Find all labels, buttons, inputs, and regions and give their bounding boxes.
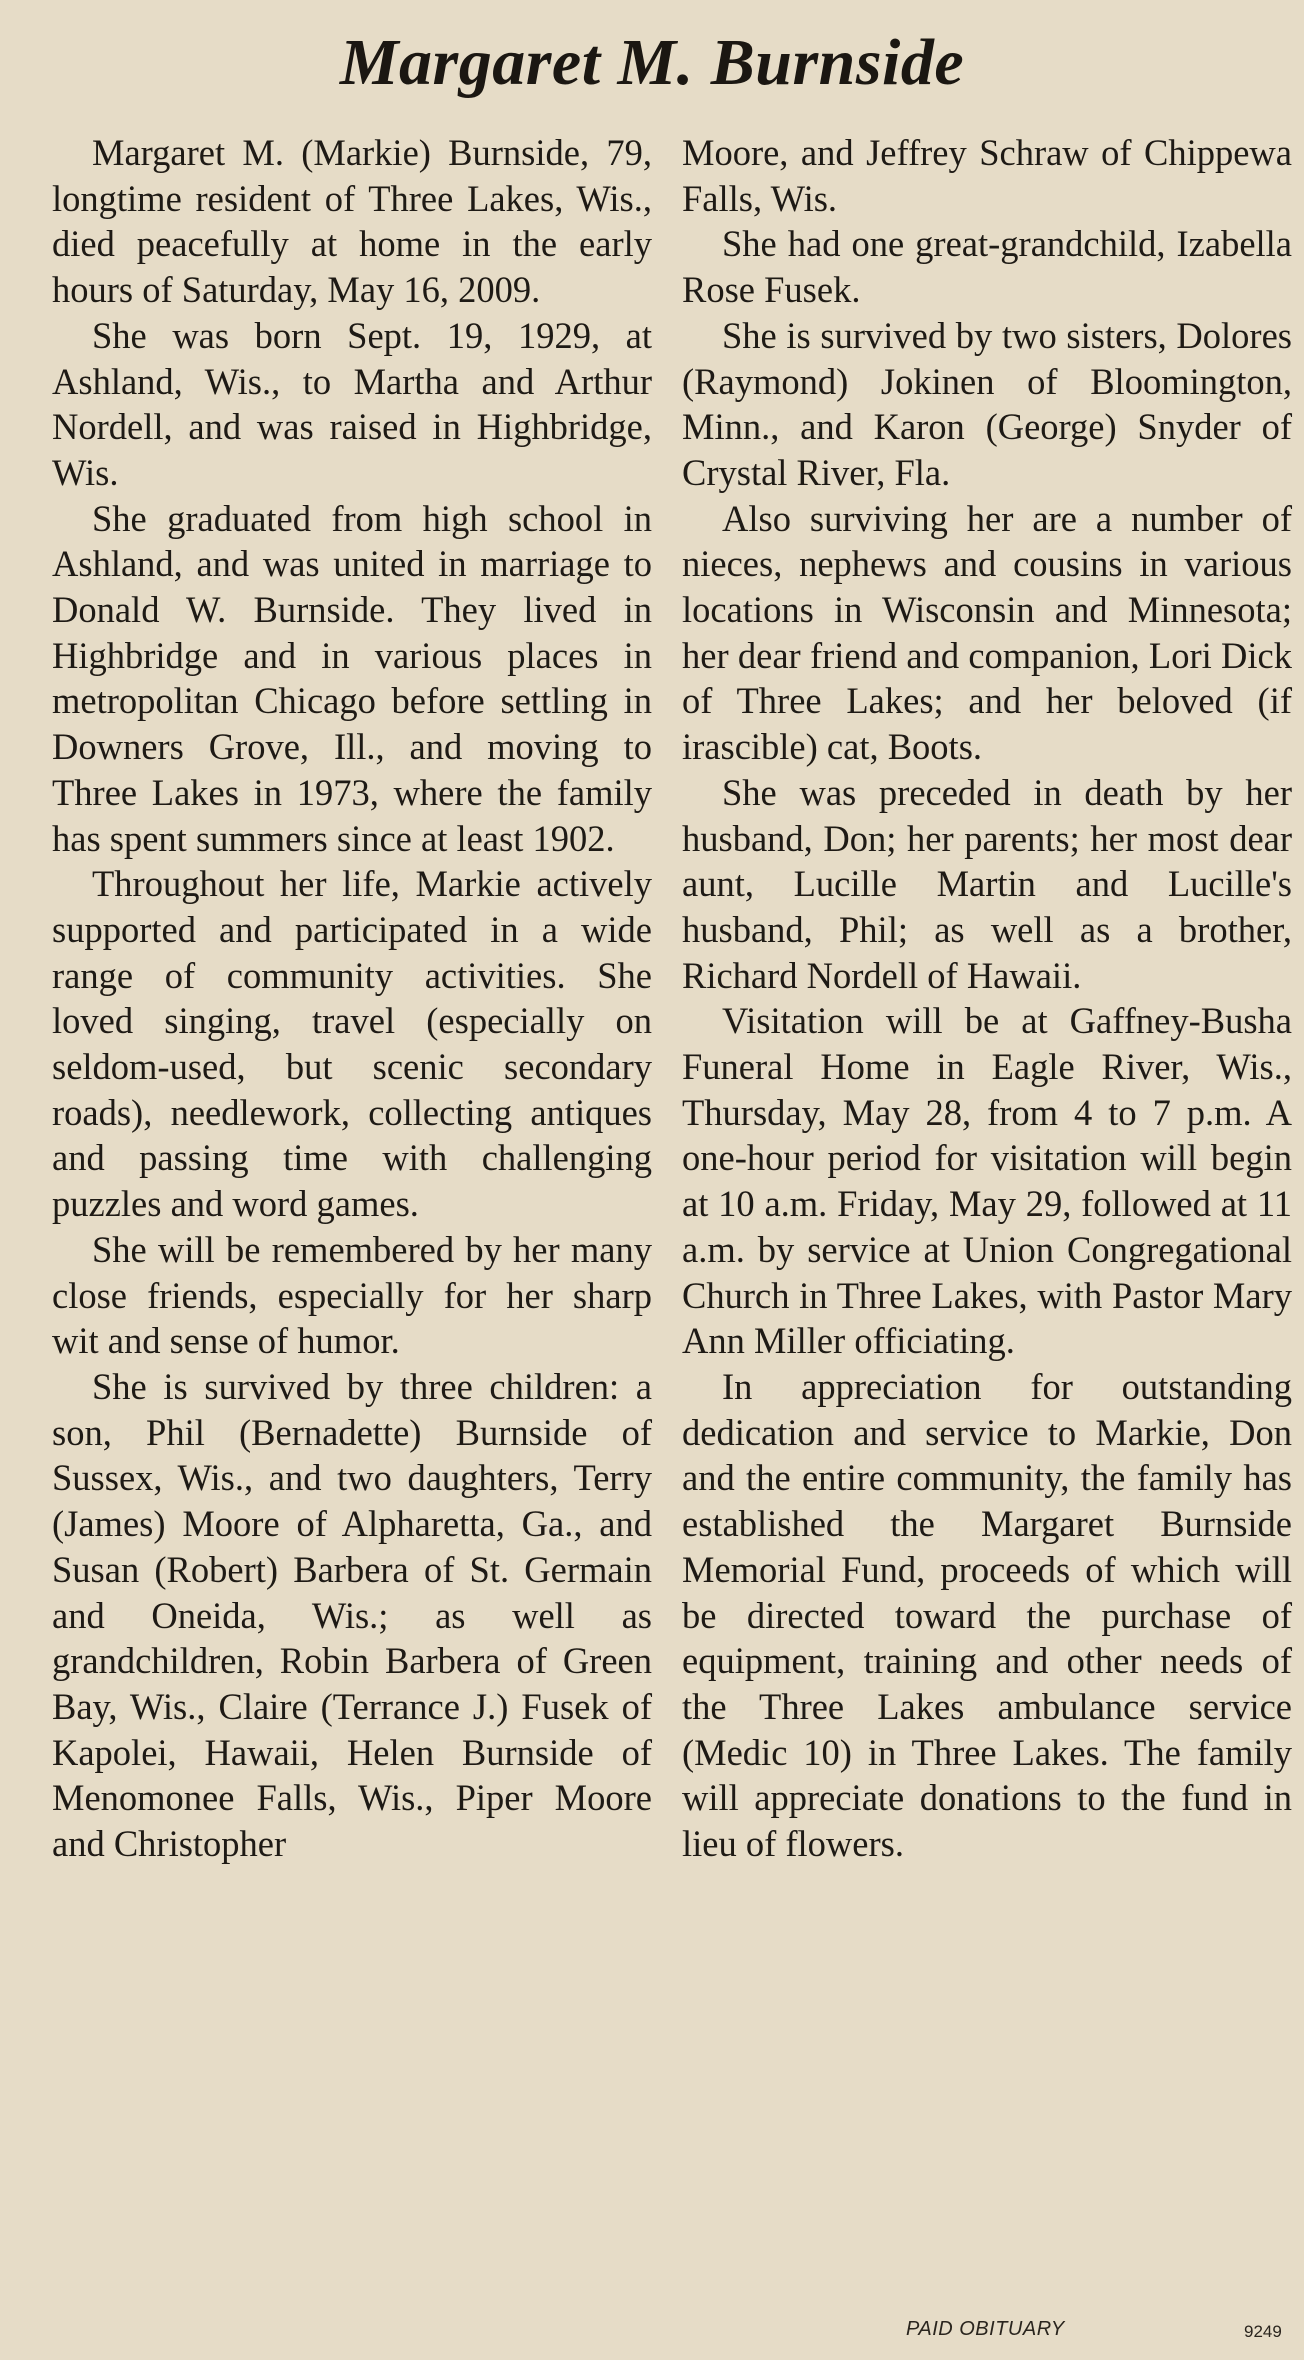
paragraph-relatives: Also surviving her are a number of nieces, nephews and cousins in various locations in Wisconsin and Minnesota; her dear friend and companion, Lori Dick of Three Lakes; and her beloved (if irascible) cat, Boots. xyxy=(682,497,1292,768)
obituary-title: Margaret M. Burnside xyxy=(339,26,965,99)
paragraph-preceded: She was preceded in death by her husband, Don; her parents; her most dear aunt, Lucille Martin and Lucille's husband, Phil; as well as a brother, Richard Nordell of Hawaii. xyxy=(682,771,1292,996)
paragraph-remembered: She will be remembered by her many close friends, especially for her sharp wit and sense of humor. xyxy=(52,1228,652,1362)
paragraph-activities: Throughout her life, Markie actively supported and participated in a wide range of community activities. She loved singing, travel (especially on seldom-used, but scenic secondary roads), needlework, collecting antiques and passing time with challenging puzzles and word games. xyxy=(52,863,652,1225)
paid-obituary-label: PAID OBITUARY xyxy=(906,2318,1065,2340)
left-column xyxy=(52,130,652,1867)
paragraph-visitation: Visitation will be at Gaffney-Busha Funeral Home in Eagle River, Wis., Thursday, May 28, from 4 to 7 p.m. A one-hour period for visitation will begin at 10 a.m. Friday, May 29, followed at 11 a.m. by service at Union Congregational Church in Three Lakes, with Pastor Mary Ann Miller officiating. xyxy=(682,1000,1292,1362)
paragraph-birth: She was born Sept. 19, 1929, at Ashland, Wis., to Martha and Arthur Nordell, and was raised in Highbridge, Wis. xyxy=(52,314,652,493)
paragraph-sisters: She is survived by two sisters, Dolores (Raymond) Jokinen of Bloomington, Minn., and Karon (George) Snyder of Crystal River, Fla. xyxy=(682,314,1292,493)
right-column xyxy=(682,130,1292,1867)
paragraph-death-notice: Margaret M. (Markie) Burnside, 79, longtime resident of Three Lakes, Wis., died peacefully at home in the early hours of Saturday, May 16, 2009. xyxy=(52,132,652,311)
ad-code: 9249 xyxy=(1244,2322,1282,2341)
paragraph-great-grandchild: She had one great-grandchild, Izabella Rose Fusek. xyxy=(682,223,1292,311)
paragraph-survivors-continued: Moore, and Jeffrey Schraw of Chippewa Falls, Wis. xyxy=(682,132,1292,219)
paragraph-memorial-fund: In appreciation for outstanding dedication and service to Markie, Don and the entire community, the family has established the Margaret Burnside Memorial Fund, proceeds of which will be directed toward the purchase of equipment, training and other needs of the Three Lakes ambulance service (Medic 10) in Three Lakes. The family will appreciate donations to the fund in lieu of flowers. xyxy=(682,1365,1292,1865)
paragraph-survivors-children: She is survived by three children: a son, Phil (Bernadette) Burnside of Sussex, Wis., and two daughters, Terry (James) Moore of Alpharetta, Ga., and Susan (Robert) Barbera of St. Germain and Oneida, Wis.; as well as grandchildren, Robin Barbera of Green Bay, Wis., Claire (Terrance J.) Fusek of Kapolei, Hawaii, Helen Burnside of Menomonee Falls, Wis., Piper Moore and Christopher xyxy=(52,1365,652,1865)
paragraph-marriage: She graduated from high school in Ashland, and was united in marriage to Donald W. Burnside. They lived in Highbridge and in various places in metropolitan Chicago before settling in Downers Grove, Ill., and moving to Three Lakes in 1973, where the family has spent summers since at least 1902. xyxy=(52,497,652,859)
